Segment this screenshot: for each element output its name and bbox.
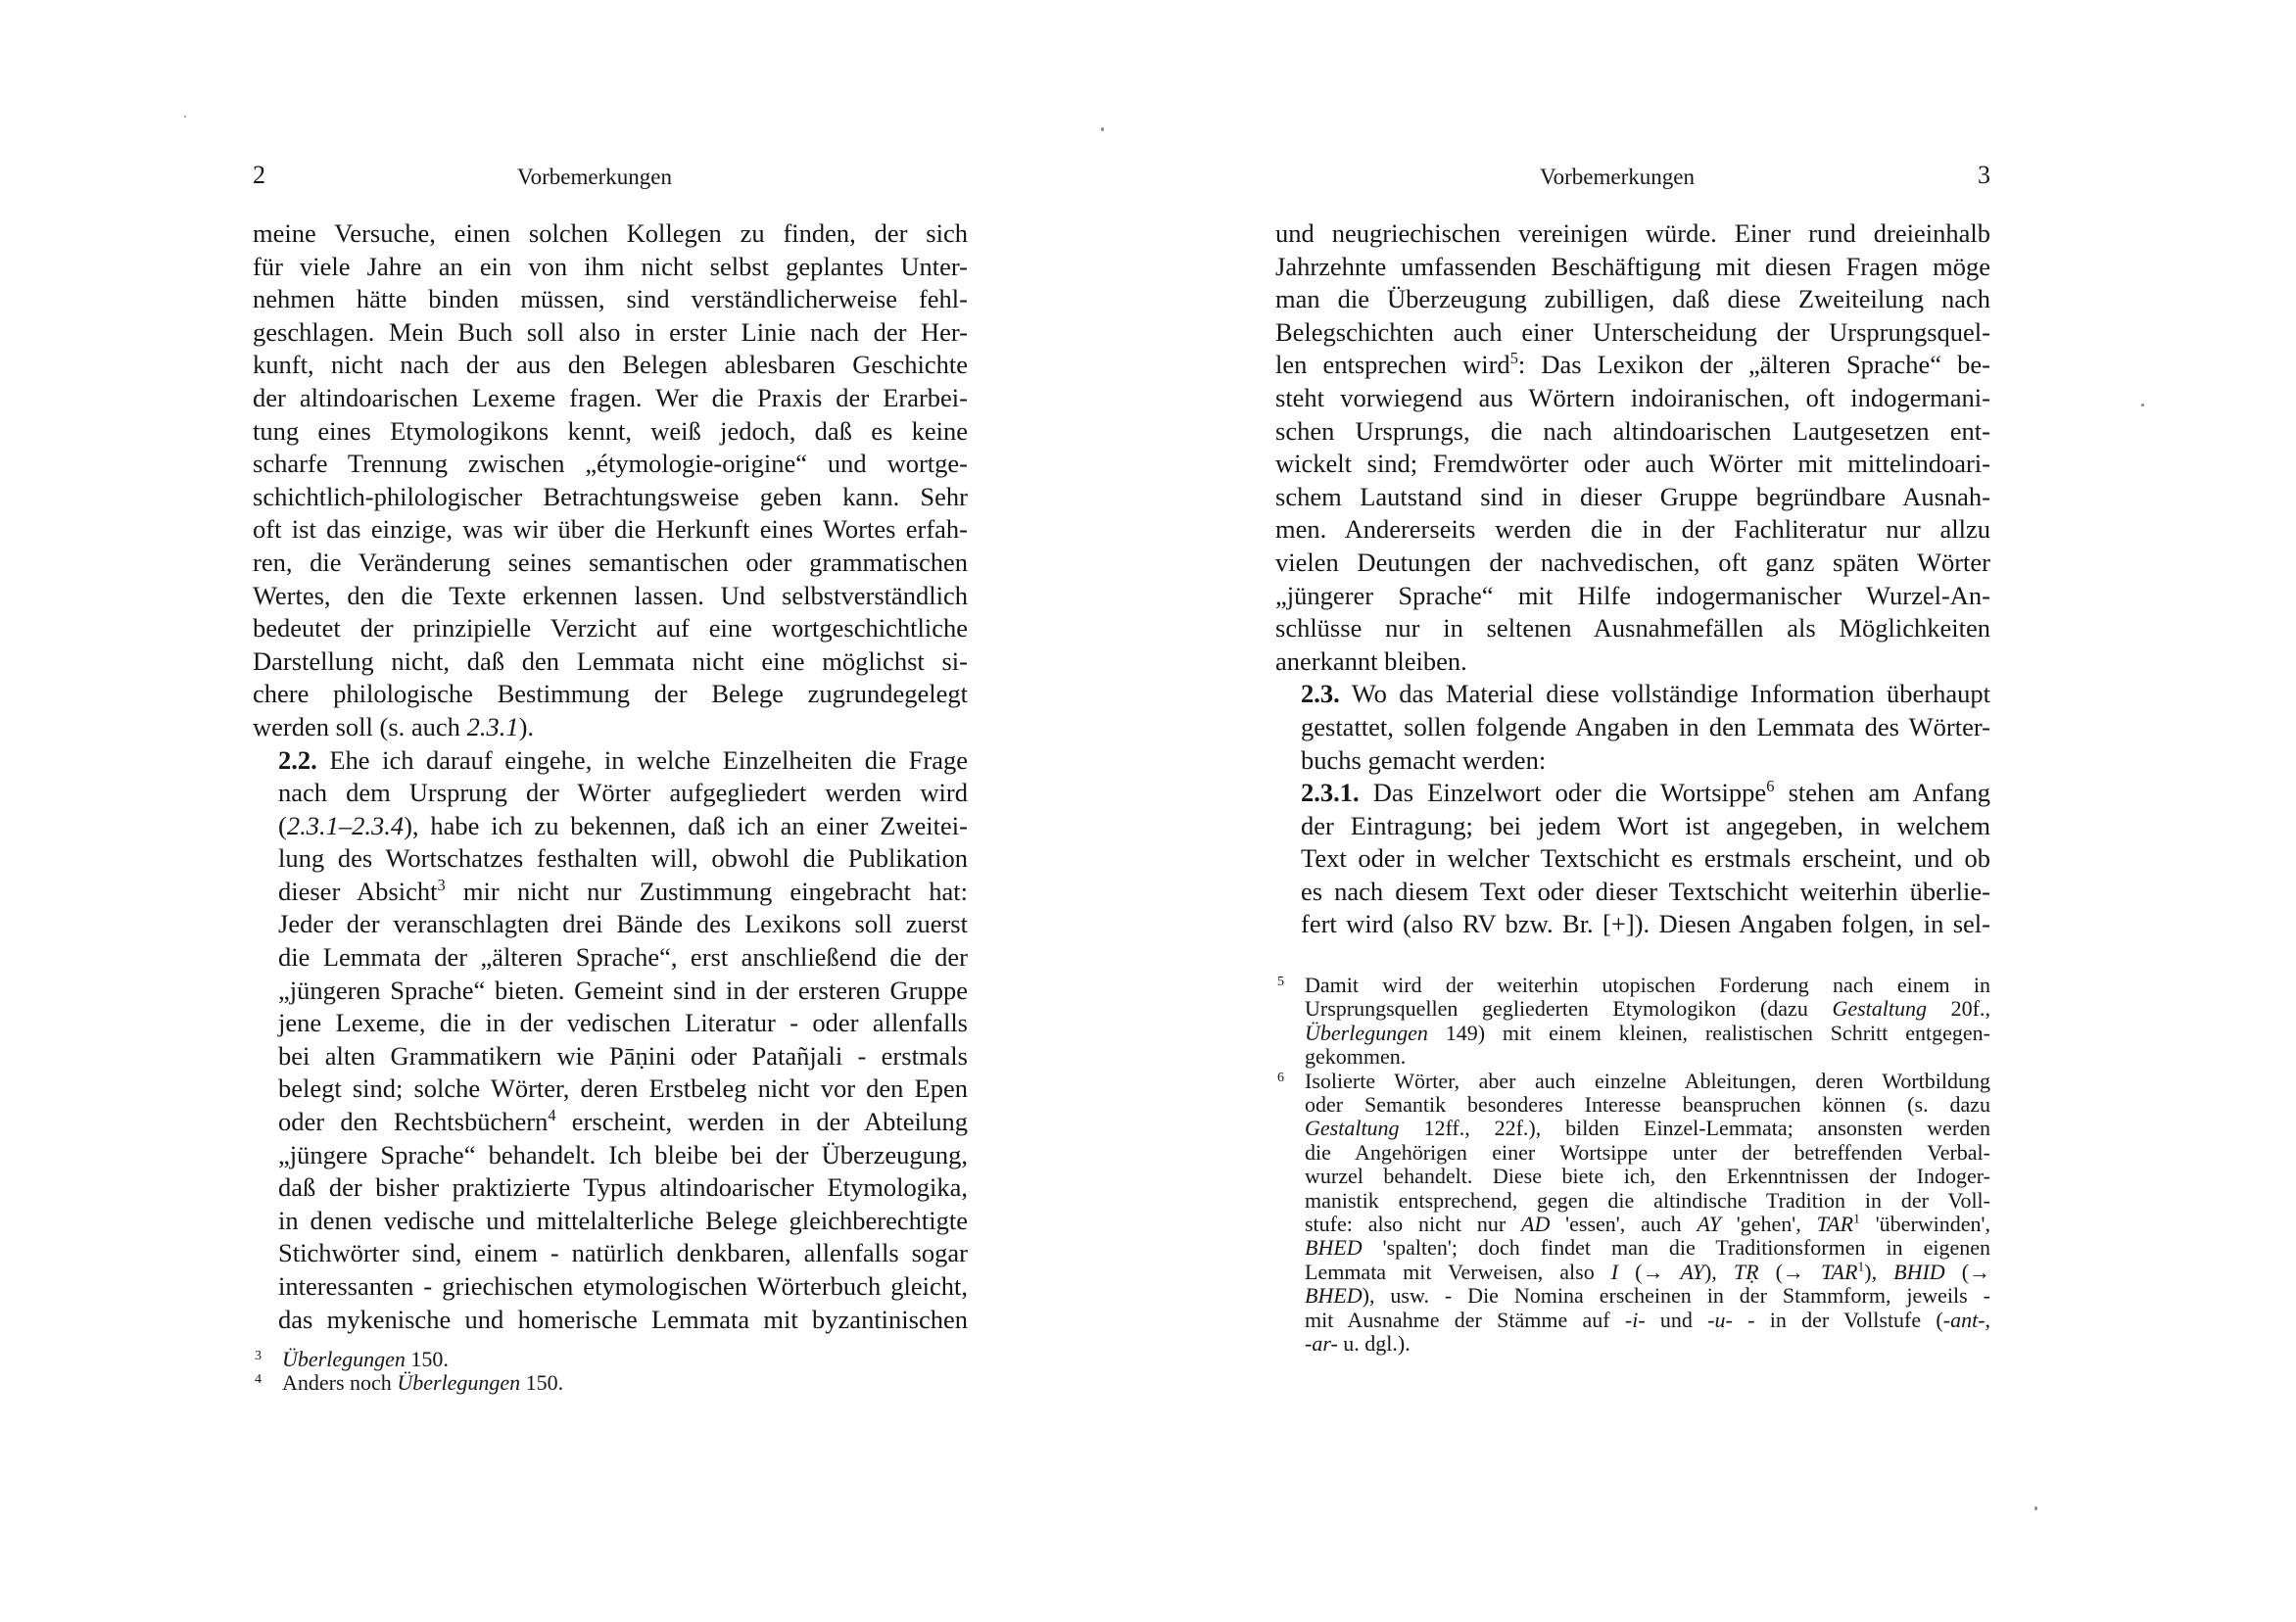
text-run: Wo das Material diese vollständige Information überhaupt [1339, 679, 1990, 709]
right-body-text [1275, 217, 1990, 941]
text-line [1305, 1022, 1990, 1045]
suffix-form: -ar- [1305, 1331, 1338, 1357]
text-line: steht vorwiegend aus Wörtern indoiranischen, oft indogermani- [1275, 382, 1990, 412]
text-line: Isolierte Wörter, aber auch einzelne Ableitungen, deren Wortbildung [1305, 1068, 1990, 1093]
text-run: 150. [520, 1370, 564, 1396]
text-line [1305, 1284, 1990, 1308]
suffix-form: -u- [1707, 1307, 1733, 1332]
text-run: ), [1864, 1259, 1894, 1284]
footnote [253, 1371, 968, 1395]
root-form: AD [1521, 1212, 1551, 1237]
text-line: buchs gemacht werden: [1301, 744, 1547, 775]
text-line [253, 810, 968, 843]
text-run: werden soll (s. auch [253, 711, 467, 741]
text-line: men. Andererseits werden die in der Fachliteratur nur allzu [1275, 514, 1990, 545]
text-run: dieser Absicht [278, 876, 438, 906]
text-run: 'spalten'; doch findet man die Traditionsformen in eigenen [1362, 1235, 1990, 1261]
text-run: (→ [1944, 1259, 1991, 1284]
text-run: ). [518, 711, 535, 741]
section-number: 2.2. [278, 744, 317, 775]
text-line: manistik entsprechend, gegen die altindische Tradition in der Voll- [1305, 1187, 1990, 1213]
text-line: schlüsse nur in seltenen Ausnahmefällen als Möglichkeiten [1275, 613, 1990, 644]
text-line: schichtlich-philologischer Betrachtungsweise geben kann. Sehr [253, 481, 968, 511]
root-form: AY [1697, 1212, 1721, 1237]
text-line: man die Überzeugung zubilligen, daß diese Zweiteilung nach [1275, 284, 1990, 314]
text-line: oft ist das einzige, was wir über die Herkunft eines Wortes erfah- [253, 514, 968, 545]
text-run: Das Einzelwort oder die Wortsippe [1359, 778, 1767, 808]
text-line [1305, 1332, 1990, 1356]
text-run: (→ [1758, 1259, 1821, 1284]
footnote-text [282, 1370, 563, 1395]
citation-title: Gestaltung [1832, 996, 1928, 1022]
citation-title: Gestaltung [1305, 1116, 1400, 1141]
text-line: Damit wird der weiterhin utopischen Forderung nach einem in [1305, 973, 1990, 997]
text-run: 12ff., 22f.), bilden Einzel-Lemmata; ansonsten werden [1399, 1116, 1990, 1141]
text-run: Ursprungsquellen gegliederten Etymologikon (dazu [1305, 996, 1833, 1022]
text-run: und [1645, 1307, 1708, 1332]
text-line [1275, 678, 1990, 711]
text-run: (→ [1618, 1259, 1681, 1284]
text-run: mit Ausnahme der Stämme auf [1305, 1307, 1625, 1332]
cross-reference: 2.3.1 [466, 711, 519, 741]
text-run: - in der Vollstufe ( [1732, 1307, 1943, 1332]
text-line: das mykenische und homerische Lemmata mit byzantinischen [278, 1304, 968, 1334]
text-line: kunft, nicht nach der aus den Belegen ablesbaren Geschichte [253, 350, 968, 380]
footnote-ref[interactable]: 4 [548, 1106, 556, 1125]
text-line: interessanten - griechischen etymologischen Wörterbuch gleicht, [278, 1271, 968, 1301]
text-line [253, 1106, 968, 1139]
text-line: schen Ursprungs, die nach altindoarischen Lautgesetzen ent- [1275, 415, 1990, 446]
citation-title: Überlegungen [1305, 1020, 1428, 1045]
scan-speck [2141, 404, 2144, 406]
text-line: und neugriechischen vereinigen würde. Einer rund dreieinhalb [1275, 218, 1990, 248]
text-line: oder Semantik besonderes Interesse beanspruchen können (s. dazu [1305, 1092, 1990, 1118]
root-form: AY [1680, 1259, 1704, 1284]
footnote-mark: 3 [255, 1349, 262, 1363]
text-run: 150. [405, 1347, 449, 1371]
superscript: 1 [1857, 1259, 1865, 1274]
section-number: 2.3. [1301, 679, 1340, 709]
text-line: Stichwörter sind, einem - natürlich denkbaren, allenfalls sogar [278, 1238, 968, 1268]
text-run: 149) mit einem kleinen, realistischen Schritt entgegen- [1427, 1020, 1990, 1045]
cross-reference: 2.3.1–2.3.4 [286, 810, 405, 840]
paragraph [1275, 217, 1990, 678]
text-line: lung des Wortschatzes festhalten will, obwohl die Publikation [278, 843, 968, 874]
paragraph [1275, 777, 1990, 941]
text-run: Ehe ich darauf eingehe, in welche Einzelheiten die Frage [316, 744, 968, 775]
text-line: schem Lautstand sind in dieser Gruppe begründbare Ausnah- [1275, 481, 1990, 511]
text-line: Darstellung nicht, daß den Lemmata nicht eine möglichst si- [253, 645, 968, 676]
suffix-form: -ant- [1942, 1307, 1985, 1332]
root-form: I [1610, 1259, 1619, 1284]
text-line: bei alten Grammatikern wie Pāṇini oder Patañjali - erstmals [278, 1040, 968, 1071]
text-line: fert wird (also RV bzw. Br. [+]). Diesen Angaben folgen, in sel- [1301, 909, 1990, 939]
text-line: ren, die Veränderung seines semantischen oder grammatischen [253, 547, 968, 577]
footnote-ref[interactable]: 5 [1509, 349, 1518, 368]
root-form: BHID [1893, 1259, 1945, 1284]
text-line [1305, 1213, 1990, 1236]
text-run: ( [278, 810, 287, 840]
text-line: „jüngere Sprache“ behandelt. Ich bleibe bei der Überzeugung, [278, 1139, 968, 1169]
left-body-text [253, 217, 968, 1336]
left-footnotes [253, 1348, 968, 1396]
scan-speck [1101, 127, 1104, 131]
text-line: Text oder in welcher Textschicht es erstmals erscheint, und ob [1301, 843, 1990, 874]
text-line: anerkannt bleiben. [1275, 645, 1467, 676]
footnote-mark: 4 [255, 1372, 262, 1388]
footnote-ref[interactable]: 6 [1766, 777, 1775, 796]
text-line: Wertes, den die Texte erkennen lassen. Und selbstverständlich [253, 580, 968, 610]
text-run: u. dgl.). [1337, 1331, 1411, 1357]
text-run: erscheint, werden in der Abteilung [555, 1107, 969, 1137]
text-run: mir nicht nur Zustimmung eingebracht hat: [445, 876, 968, 906]
footnote-text [1305, 974, 1990, 1070]
text-run: stufe: also nicht nur [1305, 1212, 1521, 1237]
footnote [1275, 1070, 1990, 1357]
superscript: 1 [1853, 1211, 1860, 1226]
text-run: ), usw. - Die Nomina erscheinen in der Stammform, jeweils - [1362, 1283, 1990, 1309]
right-footnotes [1275, 974, 1990, 1357]
text-line: für viele Jahre an ein von ihm nicht selbst geplantes Unter- [253, 251, 968, 281]
text-line: der altindoarischen Lexeme fragen. Wer die Praxis der Erarbei- [253, 382, 968, 412]
text-run: ), habe ich zu bekennen, daß ich an einer Zweitei- [404, 810, 968, 840]
text-run: Anders noch [282, 1370, 398, 1396]
text-line: die Angehörigen einer Wortsippe unter der betreffenden Verbal- [1305, 1139, 1990, 1165]
text-run: 'überwinden', [1859, 1212, 1990, 1237]
paragraph [253, 744, 968, 1337]
text-run: 'essen', auch [1550, 1212, 1698, 1237]
text-line: belegt sind; solche Wörter, deren Erstbeleg nicht vor den Epen [278, 1073, 968, 1104]
scan-speck [2034, 1506, 2037, 1510]
root-form: BHED [1305, 1235, 1363, 1261]
text-line: vielen Deutungen der nachvedischen, oft ganz späten Wörter [1275, 547, 1990, 577]
text-line: nach dem Ursprung der Wörter aufgegliedert werden wird [278, 778, 968, 808]
footnote [253, 1348, 968, 1371]
suffix-form: -i- [1624, 1307, 1646, 1332]
text-line [253, 876, 968, 909]
text-run: len entsprechen wird [1275, 350, 1510, 380]
text-line: die Lemmata der „älteren Sprache“, erst anschließend die der [278, 942, 968, 973]
text-line: tung eines Etymologikons kennt, weiß jedoch, daß es keine [253, 415, 968, 446]
text-line: Jeder der veranschlagten drei Bände des Lexikons soll zuerst [278, 909, 968, 939]
text-line: „jüngerer Sprache“ mit Hilfe indogermanischer Wurzel-An- [1275, 580, 1990, 610]
text-line: wickelt sind; Fremdwörter oder auch Wörter mit mittelindoari- [1275, 449, 1990, 479]
right-page-header [1275, 161, 1990, 200]
text-line: bedeutet der prinzipielle Verzicht auf eine wortgeschichtliche [253, 613, 968, 644]
left-page-header [253, 161, 968, 200]
root-form: TAR [1820, 1259, 1858, 1284]
text-line: „jüngeren Sprache“ bieten. Gemeint sind in der ersteren Gruppe [278, 975, 968, 1005]
text-run: ), [1703, 1259, 1734, 1284]
footnote [1275, 974, 1990, 1070]
text-run: 'gehen', [1720, 1212, 1817, 1237]
text-line: geschlagen. Mein Buch soll also in erster Linie nach der Her- [253, 316, 968, 347]
footnote-mark: 6 [1277, 1070, 1284, 1085]
text-line [1305, 997, 1990, 1021]
section-number: 2.3.1. [1301, 778, 1360, 808]
footnote-text [1305, 1070, 1990, 1357]
text-line: nehmen hätte binden müssen, sind verständlicherweise fehl- [253, 284, 968, 314]
citation-title: Überlegungen [397, 1370, 521, 1396]
text-line: scharfe Trennung zwischen „étymologie-origine“ und wortge- [253, 449, 968, 479]
citation-title: Überlegungen [282, 1347, 406, 1371]
text-run: oder den Rechtsbüchern [278, 1107, 549, 1137]
text-line: der Eintragung; bei jedem Wort ist angegeben, in welchem [1301, 810, 1990, 840]
paragraph [1275, 678, 1990, 777]
root-form: BHED [1305, 1283, 1363, 1309]
text-line [1305, 1261, 1990, 1284]
footnote-ref[interactable]: 3 [437, 876, 446, 895]
text-line: wurzel behandelt. Diese biete ich, den Erkenntnissen der Indoger- [1305, 1164, 1990, 1189]
root-form: TAR [1816, 1212, 1854, 1237]
text-line [1305, 1309, 1990, 1332]
text-run: Lemmata mit Verweisen, also [1305, 1259, 1611, 1284]
running-head: Vorbemerkungen [517, 165, 672, 189]
text-run: : Das Lexikon der „älteren Sprache“ be- [1517, 350, 1990, 380]
text-run: , [1985, 1307, 1991, 1332]
running-head: Vorbemerkungen [1540, 165, 1695, 189]
text-line: daß der bisher praktizierte Typus altindoarischer Etymologika, [278, 1172, 968, 1203]
scan-speck [184, 116, 186, 118]
footnote-text [282, 1347, 449, 1371]
footnote-mark: 5 [1277, 975, 1284, 989]
text-line: chere philologische Bestimmung der Belege zugrundegelegt [253, 679, 968, 709]
text-run: 20f., [1927, 996, 1991, 1022]
text-line: in denen vedische und mittelalterliche Belege gleichberechtigte [278, 1205, 968, 1235]
text-run: stehen am Anfang [1774, 778, 1990, 808]
text-line: es nach diesem Text oder dieser Textschicht weiterhin überlie- [1301, 876, 1990, 906]
page-number: 3 [1978, 161, 1990, 189]
text-line [1305, 1236, 1990, 1260]
text-line: Belegschichten auch einer Unterscheidung der Ursprungsquel- [1275, 316, 1990, 347]
text-line: Jahrzehnte umfassenden Beschäftigung mit diesen Fragen möge [1275, 251, 1990, 281]
text-line [253, 711, 968, 744]
paragraph [253, 217, 968, 744]
text-line: gestattet, sollen folgende Angaben in den Lemmata des Wörter- [1301, 711, 1990, 741]
text-line: meine Versuche, einen solchen Kollegen zu finden, der sich [253, 218, 968, 248]
text-line: gekommen. [1305, 1044, 1407, 1070]
text-line: jene Lexeme, die in der vedischen Literatur - oder allenfalls [278, 1008, 968, 1038]
text-line [253, 744, 968, 778]
page-number: 2 [253, 161, 265, 189]
text-line [1275, 349, 1990, 382]
text-line [1305, 1117, 1990, 1140]
text-line [1275, 777, 1990, 810]
root-form: TṚ [1733, 1259, 1759, 1284]
